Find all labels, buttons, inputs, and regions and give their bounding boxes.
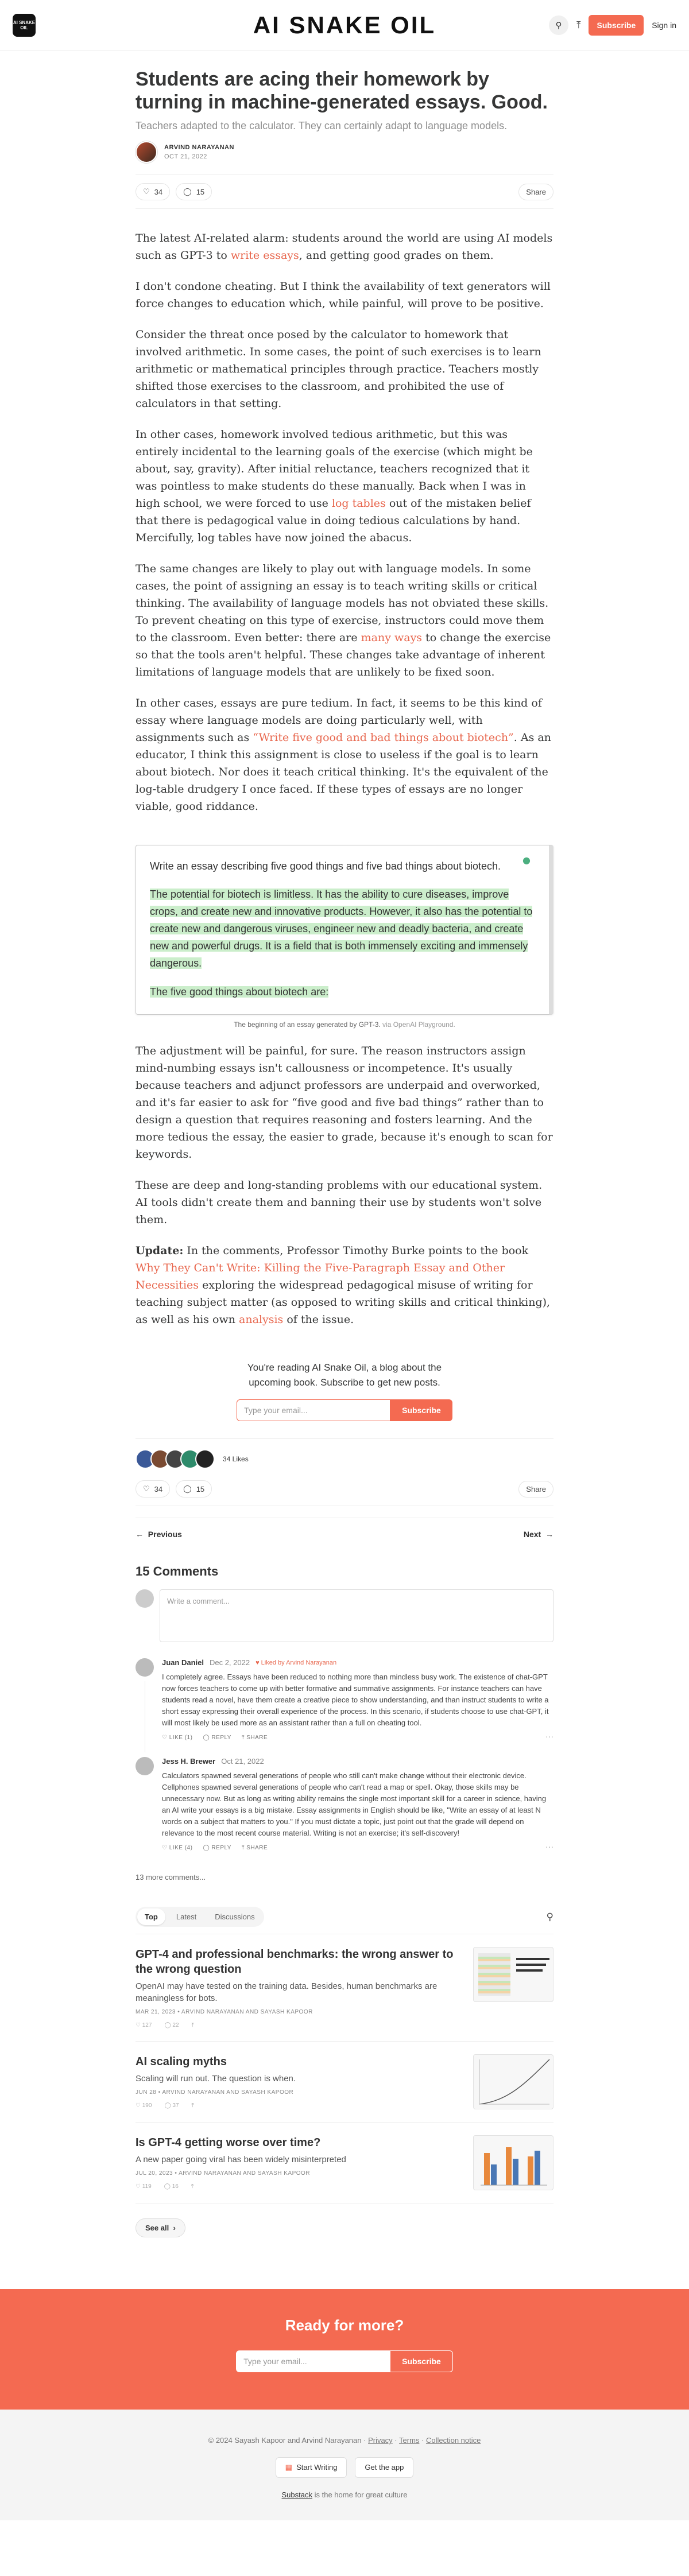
see-all-button[interactable]: See all ›: [136, 2218, 185, 2237]
archive-post-subtitle: Scaling will run out. The question is when.: [136, 2074, 296, 2084]
share-icon[interactable]: ⤒: [191, 2022, 194, 2028]
subscribe-button[interactable]: Subscribe: [589, 15, 644, 36]
post-actions-bottom: [136, 1472, 553, 1506]
paragraph: The adjustment will be painful, for sure. The reason instructors assign mind-numbing essays isn't callousness or incompetence. It's usually because teachers and adjunct professors are underpaid and overworked, and it's far easier to ask for “five good and five bad things” rather than to design a question that requires reasoning and fosters learning. And the more tedious the essay, the easier to grade, because it's enough to scan for keywords.: [136, 1045, 553, 1161]
like-count: 34: [154, 187, 163, 196]
footer: © 2024 Sayash Kapoor and Arvind Narayanan · Privacy · Terms · Collection notice ▦ Start Writing Get the app Substack is the home for great culture: [0, 2410, 689, 2520]
share-icon[interactable]: ⤒: [191, 2183, 194, 2190]
comment-share-button[interactable]: ⤒ SHARE: [241, 1735, 268, 1741]
comment: [136, 1658, 553, 1741]
playground-screenshot: [136, 845, 553, 1015]
archive-post[interactable]: [136, 1934, 553, 2042]
substack-icon: ▦: [285, 2463, 292, 2472]
comment-reply-button[interactable]: ◯ REPLY: [203, 1845, 231, 1851]
write-essays-link[interactable]: write essays: [230, 249, 299, 262]
start-writing-button[interactable]: ▦ Start Writing: [276, 2457, 347, 2478]
playground-completion: The potential for biotech is limitless. It has the ability to cure diseases, improve crops, and create new and innovative products. However, it also has the potential to create new and dangerous viruses, engineer new and deadly bacteria, and create new and powerful drugs. It is a field that is both immensely exciting and immensely dangerous.: [150, 889, 533, 969]
paragraph: I don't condone cheating. But I think the availability of text generators will force changes to education which, while painful, will prove to be positive.: [136, 280, 551, 310]
archive-post-meta: JUN 28 • ARVIND NARAYANAN AND SAYASH KAPOOR: [136, 2089, 294, 2096]
post-subtitle: Teachers adapted to the calculator. They can certainly adapt to language models.: [136, 120, 508, 131]
avatar[interactable]: [136, 1757, 154, 1775]
like-button[interactable]: ♡ 127: [136, 2022, 152, 2028]
byline: [136, 141, 553, 163]
like-button[interactable]: ♡ 119: [136, 2183, 152, 2190]
get-app-button[interactable]: Get the app: [355, 2457, 413, 2478]
sign-in-link[interactable]: Sign in: [652, 20, 676, 30]
tab-top[interactable]: Top: [137, 1908, 165, 1925]
comment: [136, 1757, 553, 1851]
search-icon[interactable]: ⚲: [546, 1911, 553, 1922]
likes-count-label[interactable]: 34 Likes: [223, 1455, 249, 1463]
microphone-icon: ●: [522, 855, 531, 866]
author-name[interactable]: ARVIND NARAYANAN: [164, 144, 234, 151]
post-thumbnail[interactable]: [473, 2054, 553, 2109]
comment-like-button[interactable]: ♡ LIKE (1): [162, 1735, 193, 1741]
share-button[interactable]: Share: [518, 1481, 553, 1498]
archive-tabs: [136, 1907, 553, 1934]
avatar: [136, 1589, 154, 1608]
chevron-right-icon: ›: [173, 2224, 176, 2232]
archive-post[interactable]: [136, 2123, 553, 2203]
book-link[interactable]: Why They Can't Write: Killing the Five-Paragraph Essay and Other Necessities: [136, 1262, 505, 1291]
copyright: © 2024 Sayash Kapoor and Arvind Narayanan: [208, 2436, 362, 2445]
share-icon[interactable]: ⤒: [191, 2102, 194, 2109]
archive-post-meta: JUL 20, 2023 • ARVIND NARAYANAN AND SAYASH KAPOOR: [136, 2170, 311, 2177]
archive-post-title[interactable]: Is GPT-4 getting worse over time?: [136, 2136, 321, 2149]
tab-discussions[interactable]: Discussions: [215, 1912, 255, 1921]
post-navigation: [136, 1518, 553, 1550]
top-bar: [0, 0, 689, 51]
comment-icon: ◯: [183, 187, 192, 196]
like-button[interactable]: [136, 183, 170, 200]
comment-date[interactable]: Dec 2, 2022: [209, 1658, 250, 1667]
post-actions: [136, 174, 553, 209]
comment-count: 15: [196, 187, 205, 196]
comment-reply-button[interactable]: ◯ REPLY: [203, 1735, 231, 1741]
playground-prompt: Write an essay describing five good things and five bad things about biotech.: [150, 860, 501, 872]
email-input[interactable]: Type your email...: [237, 1399, 390, 1421]
privacy-link[interactable]: Privacy: [368, 2436, 393, 2445]
comment-icon: ◯: [183, 1484, 192, 1493]
paragraph: The same changes are likely to play out with language models. In some cases, the point of assigning an essay is to teach writing skills or critical thinking. The availability of language models has not obviated these skills. To prevent cheating on this type of exercise, instructors could move them to the classroom. Even better: there are many ways to change the exercise so that the tools aren't helpful. These changes take advantage of inherent limitations of language models that are unlikely to be fixed soon.: [136, 562, 551, 678]
analysis-link[interactable]: analysis: [239, 1313, 284, 1326]
comment-button[interactable]: ◯ 16: [164, 2183, 179, 2190]
substack-link[interactable]: Substack: [281, 2490, 312, 2499]
tab-latest[interactable]: Latest: [176, 1912, 197, 1921]
more-comments-link[interactable]: 13 more comments...: [136, 1873, 206, 1881]
site-title[interactable]: AI SNAKE OIL: [253, 11, 436, 38]
log-tables-link[interactable]: log tables: [331, 497, 386, 510]
email-input[interactable]: Type your email...: [236, 2350, 390, 2372]
like-button[interactable]: ♡ 34: [136, 1480, 170, 1498]
ready-title: Ready for more?: [285, 2317, 404, 2334]
arrow-left-icon: ←: [136, 1530, 144, 1539]
author-avatar[interactable]: [136, 141, 157, 163]
comment-text: I completely agree. Essays have been reduced to nothing more than mindless busy work. The existence of chat-GPT now forces teachers to come up with better formative and summative assignments. For instance teachers can have students read a novel, have them create a creative piece to show understanding, and than instruct students to write a short essay expressing their overall experience of the process. In this scenario, if students choose to use chat-GPT, it will most likely be used more as an assistant rather than a full on cheating tool.: [162, 1673, 549, 1727]
comment-button[interactable]: ◯ 22: [164, 2022, 179, 2028]
ready-for-more-banner: [0, 2289, 689, 2410]
more-options-icon[interactable]: ···: [545, 1732, 553, 1741]
share-icon[interactable]: ⤒: [576, 19, 581, 30]
more-options-icon[interactable]: ···: [545, 1842, 553, 1851]
playground-completion-2: The five good things about biotech are:: [150, 986, 329, 998]
site-logo[interactable]: AI SNAKE OIL: [13, 14, 36, 37]
avatar: [195, 1449, 215, 1469]
archive-post-subtitle: OpenAI may have tested on the training data. Besides, human benchmarks are meaningless for bots.: [136, 1981, 438, 2003]
comment-like-button[interactable]: ♡ LIKE (4): [162, 1845, 193, 1851]
comments-title: 15 Comments: [136, 1564, 219, 1578]
comment-text: Calculators spawned several generations of people who still can't make change without their electronic device. Cellphones spawned several generations of people who can't read a map or spell. Okay, those skills may be unnecessary now. But as long as writing ability remains the single most important skill for a career in science, having an AI write your essays is a big mistake. Essay assignments in English should be like, "Write an essay of at least N words on a subject that matters to you." If you must dictate a topic, just point out that the grade will depend on relevance to the most recent course material. Writing is not an exercise; it's self-discovery!: [162, 1771, 547, 1837]
comment-share-button[interactable]: ⤒ SHARE: [241, 1845, 268, 1851]
search-icon[interactable]: ⚲: [549, 15, 568, 35]
arrow-right-icon: →: [545, 1530, 553, 1539]
paragraph: Consider the threat once posed by the calculator to homework that involved arithmetic. In some cases, the point of such exercises is to learn arithmetic or mathematical principles through practice. Teachers mostly shifted those exercises to the classroom, and prohibited the use of calculators in that setting.: [136, 328, 541, 410]
archive-post-title[interactable]: AI scaling myths: [136, 2055, 227, 2068]
archive-post-subtitle: A new paper going viral has been widely misinterpreted: [136, 2155, 346, 2164]
paragraph: These are deep and long-standing problems with our educational system. AI tools didn't create them and banning their use by students won't solve them.: [136, 1179, 543, 1226]
paragraph: In other cases, essays are pure tedium. In fact, it seems to be this kind of essay where language models are doing particularly well, with assignments such as “Write five good and bad things about biotech”. As an educator, I think this assignment is close to useless if the goal is to learn about biotech. Nor does it teach critical thinking. It's the equivalent of the log-table drudgery I once faced. If these types of essays are no longer viable, good riddance.: [136, 697, 551, 813]
terms-link[interactable]: Terms: [399, 2436, 420, 2445]
comment-button[interactable]: ◯ 15: [176, 1480, 212, 1498]
share-button[interactable]: Share: [518, 184, 553, 200]
image-caption: The beginning of an essay generated by GPT-3. via OpenAI Playground.: [234, 1021, 455, 1029]
archive-post-meta: MAR 21, 2023 • ARVIND NARAYANAN AND SAYASH KAPOOR: [136, 2009, 313, 2015]
like-button[interactable]: ♡ 190: [136, 2102, 152, 2109]
next-link[interactable]: Next →: [523, 1530, 553, 1539]
archive-post[interactable]: [136, 2042, 553, 2123]
bar-graphic: [474, 2136, 553, 2190]
archive-post-title[interactable]: GPT-4 and professional benchmarks: the wrong answer to the wrong question: [136, 1948, 454, 1976]
subscribe-box: [136, 1360, 553, 1421]
subscribe-submit-button[interactable]: Subscribe: [390, 1399, 452, 1421]
heart-icon: ♡: [143, 187, 150, 196]
subscribe-submit-button[interactable]: Subscribe: [390, 2350, 453, 2372]
post-thumbnail[interactable]: [473, 1947, 553, 2002]
previous-link[interactable]: ← Previous: [136, 1530, 182, 1539]
commenter-name[interactable]: Juan Daniel: [162, 1658, 204, 1667]
paragraph: In other cases, homework involved tedious arithmetic, but this was entirely incidental to the learning goals of the exercise (which might be about, say, gravity). After initial reluctance, teachers recognized that it was pointless to make students do these manually. Back when I was in high school, we were forced to use log tables out of the mistaken belief that there is pedagogical value in doing tedious calculations by hand. Mercifully, log tables have now joined the abacus.: [136, 428, 533, 544]
liked-by-badge: ♥ Liked by Arvind Narayanan: [256, 1659, 337, 1666]
collection-notice-link[interactable]: Collection notice: [425, 2436, 481, 2445]
post-thumbnail[interactable]: [473, 2135, 553, 2190]
comment-button[interactable]: ◯ 37: [164, 2102, 179, 2109]
many-ways-link[interactable]: many ways: [361, 631, 423, 644]
post-title: Students are acing their homework by turning in machine-generated essays. Good.: [136, 68, 548, 113]
comment-button[interactable]: [176, 183, 212, 200]
post-date: OCT 21, 2022: [164, 153, 207, 160]
scaling-curve-graphic: [474, 2055, 553, 2109]
footer-tagline: is the home for great culture: [312, 2490, 408, 2499]
commenter-name[interactable]: Jess H. Brewer: [162, 1757, 216, 1766]
paragraph: Update: In the comments, Professor Timothy Burke points to the book Why They Can't Write: Killing the Five-Paragraph Essay and Other Necessities exploring the widespread pedagogical misuse of writing for teaching subject matter (as opposed to writing skills and critical thinking), as well as his own analysis of the issue.: [136, 1244, 551, 1326]
heart-icon: ♡: [143, 1484, 150, 1493]
subscribe-text: You're reading AI Snake Oil, a blog about the upcoming book. Subscribe to get new posts.: [247, 1362, 442, 1388]
likes-row: [136, 1438, 553, 1469]
biotech-link[interactable]: “Write five good and bad things about biotech”: [253, 731, 514, 744]
post-body: [136, 230, 553, 1328]
paragraph: The latest AI-related alarm: students around the world are using AI models such as GPT-3 to write essays, and getting good grades on them.: [136, 232, 553, 262]
comment-date[interactable]: Oct 21, 2022: [221, 1757, 264, 1766]
comment-input[interactable]: Write a comment...: [160, 1589, 553, 1642]
liker-avatars[interactable]: [136, 1449, 210, 1469]
avatar[interactable]: [136, 1658, 154, 1677]
